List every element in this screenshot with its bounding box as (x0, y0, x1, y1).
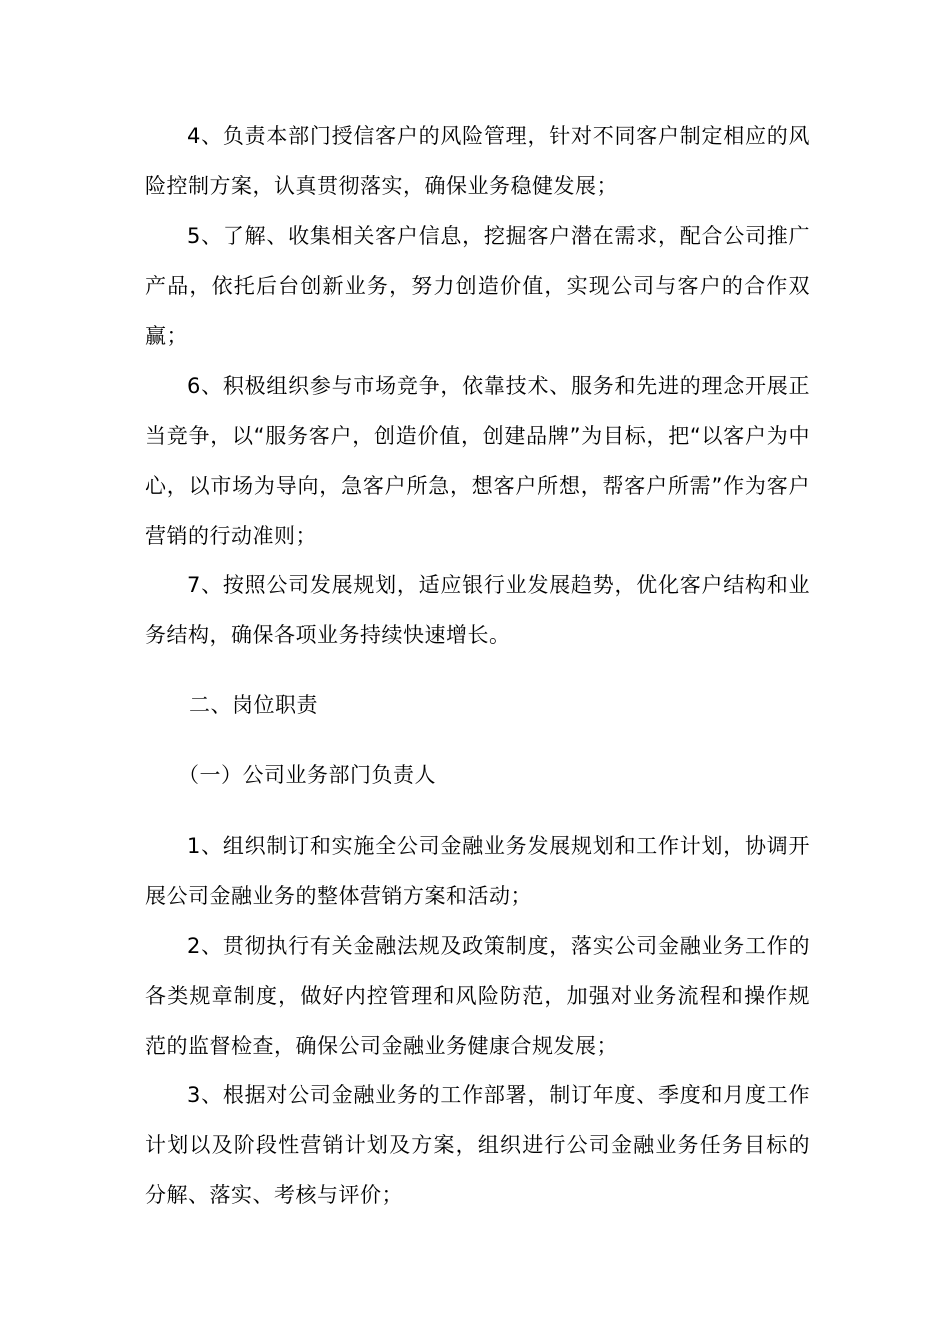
paragraph-duty-7: 7、按照公司发展规划，适应银行业发展趋势，优化客户结构和业务结构，确保各项业务持续快速增长。 (145, 573, 810, 647)
paragraph-role-2: 2、贯彻执行有关金融法规及政策制度，落实公司金融业务工作的各类规章制度，做好内控管理和风险防范，加强对业务流程和操作规范的监督检查，确保公司金融业务健康合规发展； (145, 934, 810, 1058)
paragraph-role-1: 1、组织制订和实施全公司金融业务发展规划和工作计划，协调开展公司金融业务的整体营销方案和活动； (145, 834, 810, 908)
paragraph-role-3: 3、根据对公司金融业务的工作部署，制订年度、季度和月度工作计划以及阶段性营销计划及方案，组织进行公司金融业务任务目标的分解、落实、考核与评价； (145, 1083, 810, 1207)
paragraph-duty-6: 6、积极组织参与市场竞争，依靠技术、服务和先进的理念开展正当竞争，以“服务客户，创造价值，创建品牌”为目标，把“以客户为中心，以市场为导向，急客户所急，想客户所想，帮客户所需”作为客户营销的行动准则； (145, 374, 810, 548)
subsection-heading: （一）公司业务部门负责人 (178, 763, 436, 787)
paragraph-duty-4: 4、负责本部门授信客户的风险管理，针对不同客户制定相应的风险控制方案，认真贯彻落实，确保业务稳健发展； (145, 124, 810, 198)
section-heading: 二、岗位职责 (189, 693, 318, 717)
paragraph-duty-5: 5、了解、收集相关客户信息，挖掘客户潜在需求，配合公司推广产品，依托后台创新业务，努力创造价值，实现公司与客户的合作双赢； (145, 224, 810, 348)
